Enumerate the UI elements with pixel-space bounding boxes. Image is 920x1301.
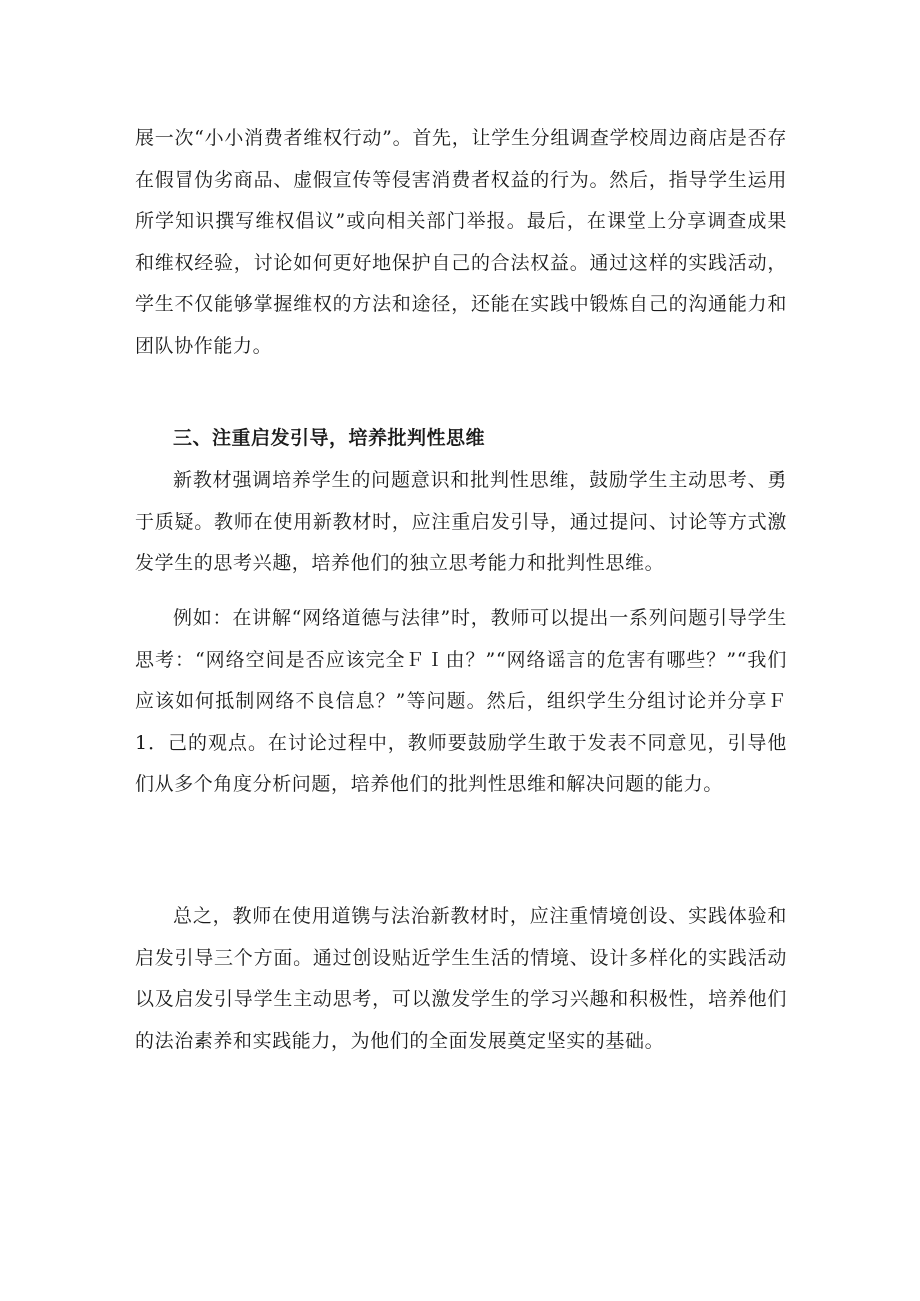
section-heading: 三、注重启发引导，培养批判性思维 [173, 427, 486, 449]
paragraph-conclusion: 总之，教师在使用道镌与法治新教材时，应注重情境创设、实践体验和启发引导三个方面。通过创设贴近学生生活的情境、设计多样化的实践活动以及启发引导学生主动思考，可以激发学生的学习兴趣和积极性，培养他们的法治素养和实践能力，为他们的全面发展奠定坚实的基础。 [135, 905, 787, 1052]
paragraph-practice-activity: 展一次“小小消费者维权行动”。首先，让学生分组调查学校周边商店是否存在假冒伪劣商品、虚假宣传等侵害消费者权益的行为。然后，指导学生运用所学知识撰写维权倡议”或向相关部门举报。最后，在课堂上分享调查成果和维权经验，讨论如何更好地保护自己的合法权益。通过这样的实践活动，学生不仅能够掌握维权的方法和途径，还能在实践中锻炼自己的沟通能力和团队协作能力。 [135, 127, 787, 357]
paragraph-example: 例如：在讲解“网络道德与法律”时，教师可以提出一系列问题引导学生思考：“网络空间是否应该完全ＦＩ由？”“网络谣言的危害有哪些？”“我们应该如何抵制网络不良信息？”等问题。然后，组织学生分组讨论并分享Ｆ1．己的观点。在讨论过程中，教师要鼓励学生敢于发表不同意见，引导他们从多个角度分析问题，培养他们的批判性思维和解决问题的能力。 [135, 607, 787, 795]
paragraph-critical-thinking: 新教材强调培养学生的问题意识和批判性思维，鼓励学生主动思考、勇于质疑。教师在使用新教材时，应注重启发引导，通过提问、讨论等方式激发学生的思考兴趣，培养他们的独立思考能力和批判性思维。 [135, 469, 787, 574]
